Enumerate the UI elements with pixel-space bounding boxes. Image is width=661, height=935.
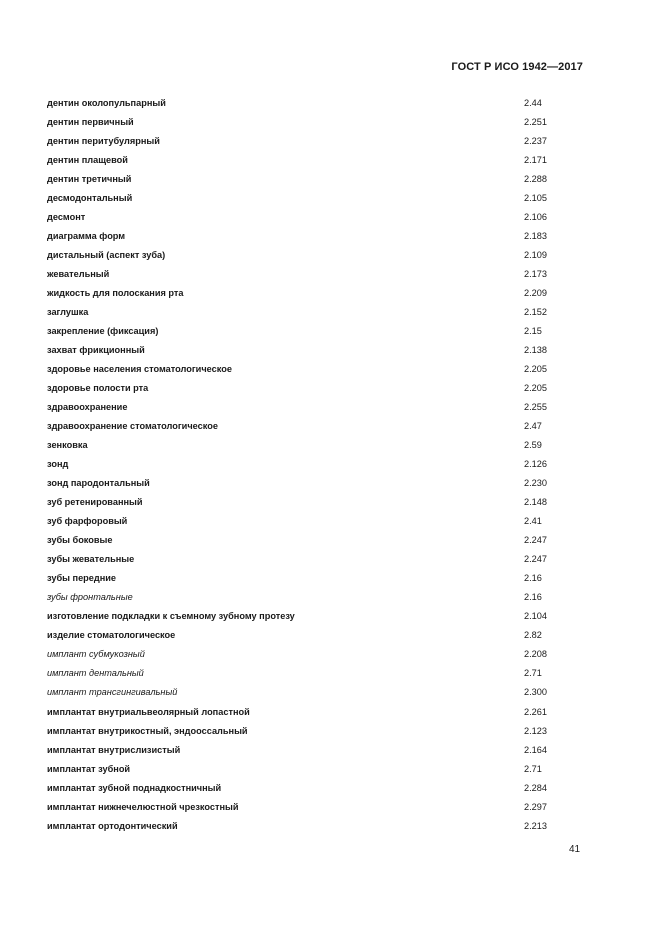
index-term: десмонт <box>47 212 86 223</box>
index-reference: 2.82 <box>524 630 542 641</box>
index-term: зуб ретенированный <box>47 497 143 508</box>
index-reference: 2.148 <box>524 497 547 508</box>
index-term: имплантат зубной поднадкостничный <box>47 782 222 793</box>
index-reference: 2.71 <box>524 763 542 774</box>
index-reference: 2.297 <box>524 801 547 812</box>
index-entry <box>47 666 587 685</box>
index-term: дистальный (аспект зуба) <box>47 250 166 261</box>
index-term: имплант трансгингивальный <box>47 687 178 698</box>
index-reference: 2.173 <box>524 269 547 280</box>
index-reference: 2.41 <box>524 516 542 527</box>
index-term: жевательный <box>47 269 110 280</box>
index-reference: 2.71 <box>524 668 542 679</box>
index-term: здоровье полости рта <box>47 383 149 394</box>
index-entry <box>47 172 587 191</box>
index-entry <box>47 324 587 343</box>
index-entry <box>47 571 587 590</box>
index-entry <box>47 248 587 267</box>
alphabetical-index <box>47 96 587 838</box>
index-term: зуб фарфоровый <box>47 516 128 527</box>
index-entry <box>47 96 587 115</box>
index-entry <box>47 743 587 762</box>
index-entry <box>47 495 587 514</box>
index-reference: 2.205 <box>524 364 547 375</box>
index-reference: 2.16 <box>524 592 542 603</box>
index-term: дентин третичный <box>47 174 132 185</box>
index-term: зубы жевательные <box>47 554 135 565</box>
index-term: имплантат нижнечелюстной чрезкостный <box>47 801 239 812</box>
index-entry <box>47 210 587 229</box>
index-reference: 2.152 <box>524 307 547 318</box>
index-term: дентин плащевой <box>47 155 128 166</box>
index-reference: 2.164 <box>524 744 547 755</box>
index-reference: 2.237 <box>524 136 547 147</box>
index-term: дентин околопульпарный <box>47 98 166 108</box>
index-reference: 2.208 <box>524 649 547 660</box>
index-reference: 2.183 <box>524 231 547 242</box>
index-entry <box>47 362 587 381</box>
index-entry <box>47 819 587 838</box>
index-reference: 2.261 <box>524 706 547 717</box>
index-reference: 2.209 <box>524 288 547 299</box>
index-reference: 2.255 <box>524 402 547 413</box>
index-reference: 2.123 <box>524 725 547 736</box>
index-reference: 2.105 <box>524 193 547 204</box>
index-reference: 2.171 <box>524 155 547 166</box>
index-term: дентин первичный <box>47 117 134 128</box>
index-entry <box>47 647 587 666</box>
index-reference: 2.288 <box>524 174 547 185</box>
index-entry <box>47 457 587 476</box>
index-entry <box>47 267 587 286</box>
index-entry <box>47 533 587 552</box>
index-entry <box>47 476 587 495</box>
index-reference: 2.284 <box>524 782 547 793</box>
index-entry <box>47 685 587 704</box>
index-reference: 2.126 <box>524 459 547 470</box>
index-term: имплантат ортодонтический <box>47 820 178 831</box>
index-entry <box>47 724 587 743</box>
index-entry <box>47 115 587 134</box>
index-term: дентин перитубулярный <box>47 136 160 147</box>
index-entry <box>47 381 587 400</box>
index-entry <box>47 191 587 210</box>
index-reference: 2.104 <box>524 611 547 622</box>
index-entry <box>47 153 587 172</box>
index-term: диаграмма форм <box>47 231 126 242</box>
index-reference: 2.247 <box>524 535 547 546</box>
index-term: зубы передние <box>47 573 117 584</box>
page-number: 41 <box>569 844 581 855</box>
index-reference: 2.59 <box>524 440 542 451</box>
document-header: ГОСТ Р ИСО 1942—2017 <box>451 61 583 73</box>
index-entry <box>47 514 587 533</box>
index-term: имплантат внутрислизистый <box>47 744 181 755</box>
index-reference: 2.138 <box>524 345 547 356</box>
index-term: заглушка <box>47 307 89 318</box>
index-term: изготовление подкладки к съемному зубному протезу <box>47 611 295 622</box>
index-entry <box>47 628 587 647</box>
index-entry <box>47 438 587 457</box>
index-entry <box>47 305 587 324</box>
index-term: здоровье населения стоматологическое <box>47 364 232 375</box>
index-term: зенковка <box>47 440 88 451</box>
index-reference: 2.213 <box>524 820 547 831</box>
index-term: зонд пародонтальный <box>47 478 150 489</box>
index-term: имплантат зубной <box>47 763 131 774</box>
index-entry <box>47 419 587 438</box>
index-term: десмодонтальный <box>47 193 133 204</box>
index-entry <box>47 400 587 419</box>
index-term: изделие стоматологическое <box>47 630 176 641</box>
index-term: имплантат внутриальвеолярный лопастной <box>47 706 250 717</box>
index-term: захват фрикционный <box>47 345 145 356</box>
index-reference: 2.251 <box>524 117 547 128</box>
index-entry <box>47 609 587 628</box>
index-term: имплант субмукозный <box>47 649 145 660</box>
index-term: закрепление (фиксация) <box>47 326 159 337</box>
index-entry <box>47 705 587 724</box>
index-reference: 2.230 <box>524 478 547 489</box>
index-reference: 2.47 <box>524 421 542 432</box>
index-reference: 2.44 <box>524 98 542 108</box>
index-term: зонд <box>47 459 69 470</box>
index-term: имплант дентальный <box>47 668 144 679</box>
index-term: зубы фронтальные <box>47 592 133 603</box>
index-reference: 2.300 <box>524 687 547 698</box>
index-entry <box>47 800 587 819</box>
index-entry <box>47 781 587 800</box>
index-reference: 2.205 <box>524 383 547 394</box>
index-entry <box>47 134 587 153</box>
index-entry <box>47 552 587 571</box>
index-reference: 2.106 <box>524 212 547 223</box>
index-entry <box>47 229 587 248</box>
index-term: зубы боковые <box>47 535 113 546</box>
index-term: здравоохранение <box>47 402 128 413</box>
index-entry <box>47 762 587 781</box>
index-reference: 2.15 <box>524 326 542 337</box>
index-reference: 2.16 <box>524 573 542 584</box>
index-entry <box>47 286 587 305</box>
index-entry <box>47 343 587 362</box>
index-term: здравоохранение стоматологическое <box>47 421 218 432</box>
index-term: жидкость для полоскания рта <box>47 288 184 299</box>
index-term: имплантат внутрикостный, эндооссальный <box>47 725 248 736</box>
index-reference: 2.109 <box>524 250 547 261</box>
index-reference: 2.247 <box>524 554 547 565</box>
index-entry <box>47 590 587 609</box>
